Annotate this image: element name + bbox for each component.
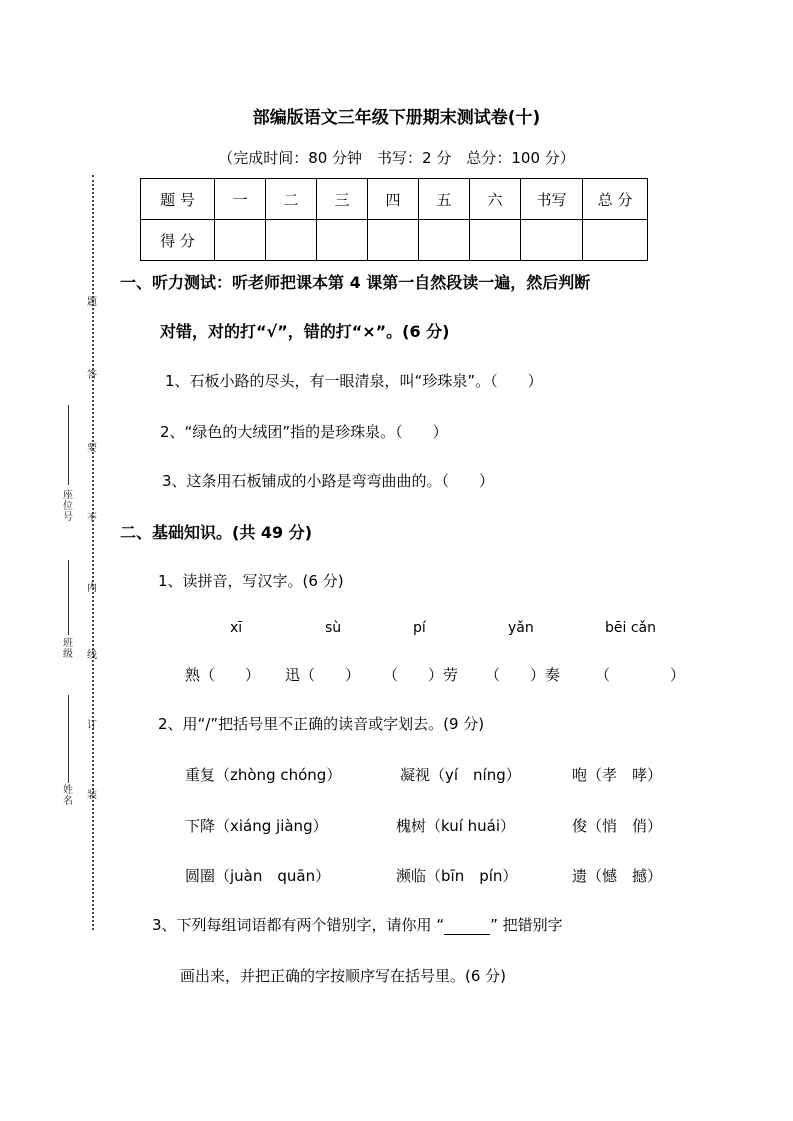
score-header-cell: 六	[470, 179, 521, 220]
score-header-cell: 书写	[521, 179, 583, 220]
section1-item: 3、这条用石板铺成的小路是弯弯曲曲的。（ ）	[162, 472, 495, 490]
score-header-cell: 三	[317, 179, 368, 220]
binding-char: 答	[87, 370, 97, 381]
binding-char: 装	[87, 790, 97, 801]
q2-item: 遗（憾 撼）	[572, 867, 663, 885]
q1-pinyin: bēi cǎn	[605, 620, 656, 636]
score-header-cell: 四	[368, 179, 419, 220]
exam-subtitle: （完成时间：80 分钟 书写：2 分 总分：100 分）	[218, 149, 575, 167]
score-cell[interactable]	[317, 220, 368, 261]
class-line	[68, 560, 69, 635]
binding-dotted-line	[92, 175, 94, 930]
binding-char: 要	[87, 443, 97, 454]
q2-item: 咆（孝 哮）	[572, 766, 663, 784]
q2-item: 凝视（yí níng）	[400, 766, 521, 784]
class-label: 班级	[63, 638, 73, 660]
binding-char: 线	[87, 650, 97, 661]
q2-item: 槐树（kuí huái）	[396, 817, 516, 835]
score-header-cell: 五	[419, 179, 470, 220]
q3-label-line2: 画出来，并把正确的字按顺序写在括号里。(6 分)	[180, 967, 507, 985]
q1-word: 熟（ ）	[185, 666, 261, 684]
q2-item: 下降（xiáng jiàng）	[185, 817, 328, 835]
q3-label-part-b: ” 把错别字	[490, 916, 563, 934]
q1-pinyin: xī	[230, 620, 243, 636]
score-table-score-row	[141, 220, 648, 261]
score-cell[interactable]	[521, 220, 583, 261]
binding-char: 不	[87, 513, 97, 524]
q1-word: （ ）劳	[383, 666, 459, 684]
q3-underline-sample	[444, 920, 490, 935]
exam-title: 部编版语文三年级下册期末测试卷(十)	[252, 108, 541, 128]
binding-char: 订	[87, 720, 97, 731]
q1-word: （ ）奏	[485, 666, 561, 684]
score-header-cell: 二	[266, 179, 317, 220]
score-cell[interactable]	[215, 220, 266, 261]
q2-label: 2、用“/”把括号里不正确的读音或字划去。(9 分)	[158, 715, 485, 733]
seat-number-label: 座位号	[63, 490, 73, 523]
seat-number-line	[68, 405, 69, 485]
score-cell[interactable]	[470, 220, 521, 261]
section2-heading: 二、基础知识。(共 49 分)	[120, 523, 313, 542]
binding-char: 内	[87, 583, 97, 594]
section1-item: 1、石板小路的尽头，有一眼清泉，叫“珍珠泉”。（ ）	[165, 372, 543, 390]
q2-item: 俊（悄 俏）	[572, 817, 663, 835]
score-cell[interactable]	[266, 220, 317, 261]
score-table-header-row	[141, 179, 648, 220]
score-table	[140, 178, 648, 261]
score-header-cell: 总 分	[583, 179, 648, 220]
section1-heading-line1: 一、听力测试：听老师把课本第 4 课第一自然段读一遍，然后判断	[120, 273, 591, 292]
score-cell[interactable]	[583, 220, 648, 261]
binding-char: 题	[87, 297, 97, 308]
score-header-cell: 一	[215, 179, 266, 220]
name-label: 姓名	[63, 785, 73, 807]
q2-item: 重复（zhòng chóng）	[185, 766, 342, 784]
q1-pinyin: yǎn	[508, 620, 534, 636]
section1-item: 2、“绿色的大绒团”指的是珍珠泉。（ ）	[160, 423, 448, 441]
score-row-label: 得 分	[141, 220, 215, 261]
q1-pinyin: pí	[413, 620, 426, 636]
q2-item: 濒临（bīn pín）	[396, 867, 518, 885]
q1-pinyin: sù	[325, 620, 342, 636]
q1-word: 迅（ ）	[285, 666, 361, 684]
q1-word: （ ）	[595, 666, 686, 684]
name-line	[68, 695, 69, 783]
q2-item: 圆圈（juàn quān）	[185, 867, 331, 885]
score-cell[interactable]	[419, 220, 470, 261]
score-cell[interactable]	[368, 220, 419, 261]
section1-heading-line2: 对错，对的打“√”，错的打“×”。(6 分)	[160, 322, 450, 341]
q3-label	[152, 914, 563, 935]
q3-label-part-a: 3、下列每组词语都有两个错别字，请你用 “	[152, 916, 445, 934]
q1-label: 1、读拼音，写汉字。(6 分)	[158, 572, 344, 590]
score-header-cell: 题 号	[141, 179, 215, 220]
